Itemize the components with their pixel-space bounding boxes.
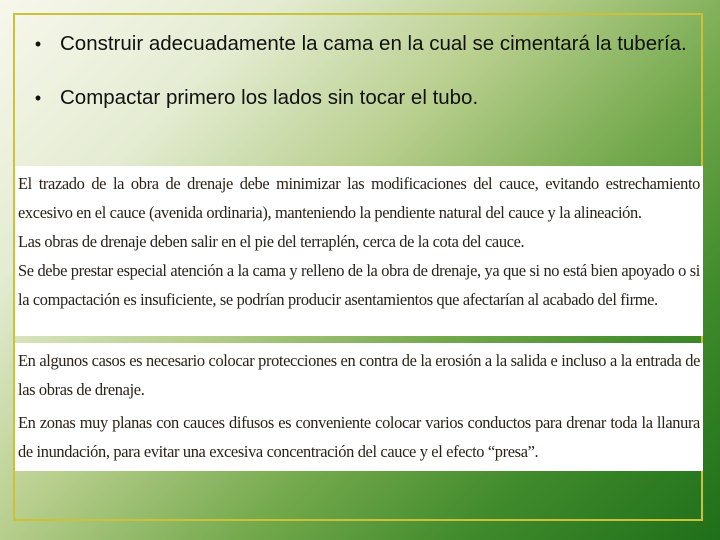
bullet-item xyxy=(30,30,690,58)
bullet-text: Construir adecuadamente la cama en la cual se cimentará la tubería. xyxy=(60,32,687,55)
bullet-list xyxy=(30,30,690,112)
bullet-item xyxy=(30,84,690,112)
bullet-text: Compactar primero los lados sin tocar el tubo. xyxy=(60,86,479,109)
paragraph: Se debe prestar especial atención a la cama y relleno de la obra de drenaje, ya que si no está bien apoyado o si la compactación es insuficiente, se podrían producir asentamientos que afectarían al acabado del firme. xyxy=(18,261,700,309)
paragraph: En zonas muy planas con cauces difusos es conveniente colocar varios conductos para drenar toda la llanura de inundación, para evitar una excesiva concentración del cauce y el efecto “presa”. xyxy=(18,413,700,461)
bullet-dot-icon: • xyxy=(34,88,42,108)
bullet-dot-icon: • xyxy=(34,34,42,54)
paragraph: Las obras de drenaje deben salir en el pie del terraplén, cerca de la cota del cauce. xyxy=(18,232,525,251)
scanned-text-box-1 xyxy=(15,166,703,336)
paragraph: El trazado de la obra de drenaje debe minimizar las modificaciones del cauce, evitando estrechamiento excesivo en el cauce (avenida ordinaria), manteniendo la pendiente natural del cauce y la alineación. xyxy=(18,174,700,222)
scanned-text-box-2 xyxy=(15,343,703,471)
paragraph: En algunos casos es necesario colocar protecciones en contra de la erosión a la salida e incluso a la entrada de las obras de drenaje. xyxy=(18,351,700,399)
